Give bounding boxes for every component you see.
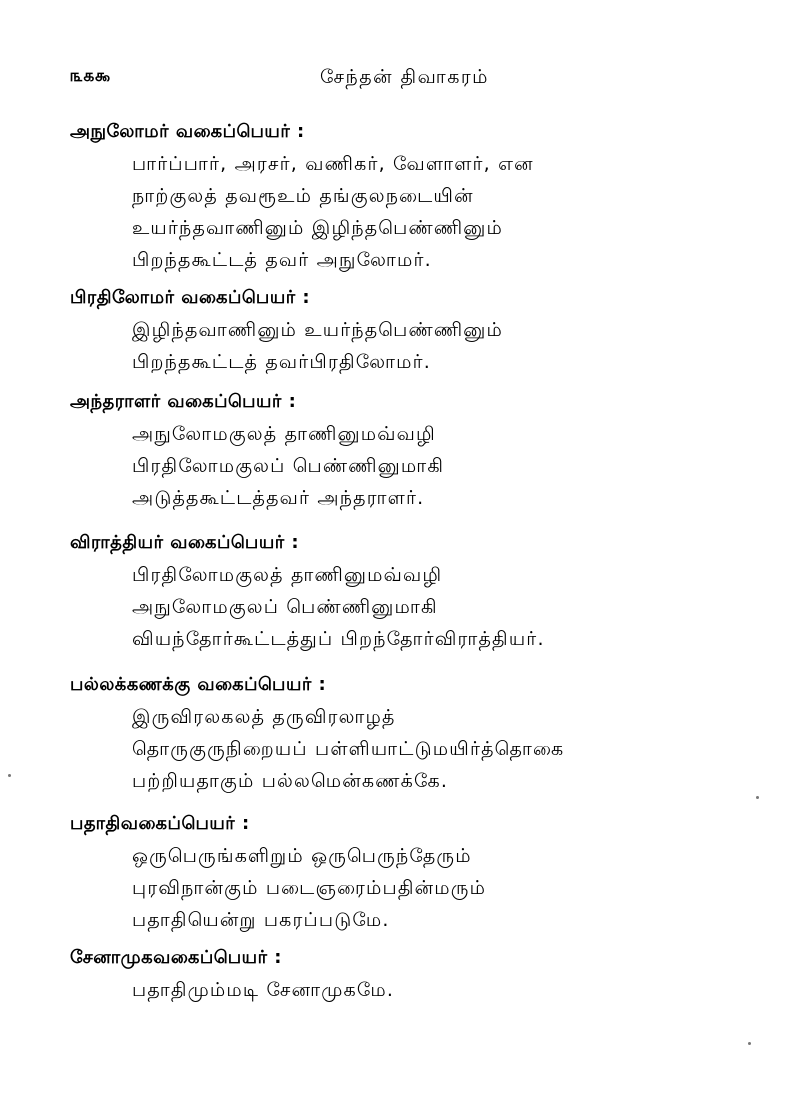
verse-line: ஒருபெருங்களிறும் ஒருபெருந்தேரும் [132, 845, 472, 867]
verse-line: பிரதிலோமகுலத் தாணினுமவ்வழி [132, 564, 443, 586]
verse-line: இழிந்தவாணினும் உயர்ந்தபெண்ணினும் [132, 319, 504, 341]
verse-line: வியந்தோர்கூட்டத்துப் பிறந்தோர்விராத்தியர். [132, 628, 545, 650]
section-heading: பல்லக்கணக்கு வகைப்பெயர் : [70, 674, 327, 695]
verse-line: பிறந்தகூட்டத் தவர்பிரதிலோமர். [132, 351, 431, 373]
verse-line: உயர்ந்தவாணினும் இழிந்தபெண்ணினும் [132, 217, 504, 239]
running-title: சேந்தன் திவாகரம் [320, 66, 489, 88]
verse-line: பதாதிமும்மடி சேனாமுகமே. [132, 979, 395, 1001]
page-number: ௩௧௯ [70, 66, 111, 86]
scan-speck [748, 1042, 751, 1045]
section-heading: பதாதிவகைப்பெயர் : [70, 813, 250, 834]
verse-line: நாற்குலத் தவரூஉம் தங்குலநடையின் [132, 185, 474, 207]
section-heading: சேனாமுகவகைப்பெயர் : [70, 947, 282, 968]
section-heading: அநுலோமர் வகைப்பெயர் : [70, 121, 305, 142]
verse-line: பிரதிலோமகுலப் பெண்ணினுமாகி [132, 455, 445, 477]
verse-line: புரவிநான்கும் படைஞரைம்பதின்மரும் [132, 877, 487, 899]
section-heading: அந்தராளர் வகைப்பெயர் : [70, 391, 297, 412]
verse-line: பதாதியென்று பகரப்படுமே. [132, 909, 390, 931]
verse-line: பார்ப்பார், அரசர், வணிகர், வேளாளர், என [132, 153, 534, 175]
section-prathilomar [70, 282, 750, 378]
verse-line: பிறந்தகூட்டத் தவர் அநுலோமர். [132, 249, 432, 271]
verse-line: இருவிரலகலத் தருவிரலாழத் [132, 706, 396, 728]
verse-line: பற்றியதாகும் பல்லமென்கணக்கே. [132, 770, 449, 792]
section-heading: பிரதிலோமர் வகைப்பெயர் : [70, 287, 311, 308]
page-header [70, 66, 730, 96]
section-heading: விராத்தியர் வகைப்பெயர் : [70, 532, 300, 553]
section-pallakkanakku [70, 669, 750, 797]
scan-speck [8, 774, 11, 777]
section-virathiyar [70, 527, 750, 655]
verse-line: தொருகுருநிறையப் பள்ளியாட்டுமயிர்த்தொகை [132, 738, 565, 760]
section-senamukam [70, 942, 750, 1006]
section-antharalar [70, 386, 750, 514]
verse-line: அநுலோமகுலத் தாணினுமவ்வழி [132, 423, 436, 445]
verse-line: அநுலோமகுலப் பெண்ணினுமாகி [132, 596, 438, 618]
section-anulomar [70, 116, 750, 276]
section-pathathi [70, 808, 750, 936]
scan-speck [756, 796, 759, 799]
verse-line: அடுத்தகூட்டத்தவர் அந்தராளர். [132, 487, 425, 509]
